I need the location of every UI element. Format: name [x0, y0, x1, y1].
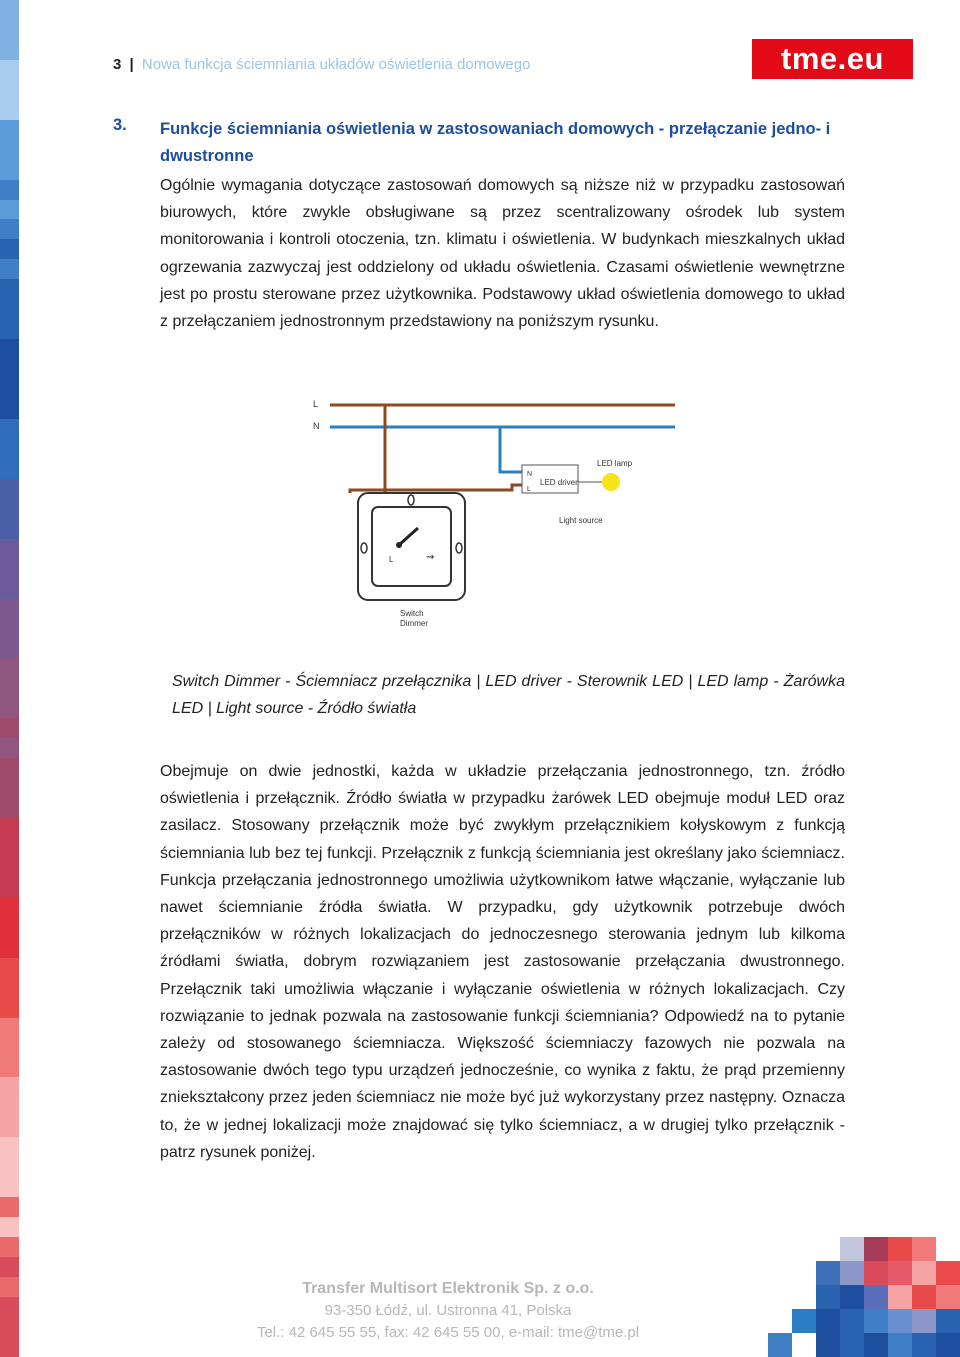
stripe-block — [0, 339, 19, 359]
light-source-label: Light source — [559, 516, 603, 525]
stripe-block — [0, 738, 19, 758]
left-color-stripe — [0, 0, 19, 1357]
stripe-block — [0, 1237, 19, 1257]
dimmer-symbol-icon: ⇝ — [426, 552, 435, 563]
paragraph-intro: Ogólnie wymagania dotyczące zastosowań domowych są niższe niż w przypadku zastosowań biurowych, które zwykle obsługiwane są przez scentralizowany ośrodek lub system monitorowania i kontroli otoczenia, tzn. klimatu i oświetlenia. W budynkach mieszkalnych układ ogrzewania zazwyczaj jest oddzielony od układu oświetlenia. Czasami oświetlenie wewnętrzne jest po prostu sterowane przez użytkownika. Podstawowy układ oświetlenia domowego to układ z przełączaniem jednostronnym przedstawiony na poniższym rysunku. — [160, 177, 845, 331]
section-title: Funkcje ściemniania oświetlenia w zastosowaniach domowych - przełączanie jedno- i dwustronne — [160, 120, 831, 165]
stripe-block — [0, 219, 19, 239]
stripe-block — [0, 399, 19, 419]
mosaic-tile — [912, 1333, 936, 1357]
mosaic-tile — [888, 1261, 912, 1285]
stripe-block — [0, 0, 19, 20]
mosaic-tile — [864, 1285, 888, 1309]
mosaic-tile — [888, 1309, 912, 1333]
mosaic-tile — [864, 1333, 888, 1357]
stripe-block — [0, 798, 19, 818]
stripe-block — [0, 958, 19, 978]
mosaic-tile — [864, 1261, 888, 1285]
stripe-block — [0, 20, 19, 40]
stripe-block — [0, 918, 19, 938]
stripe-block — [0, 1157, 19, 1177]
switch-caption-2: Dimmer — [400, 619, 428, 628]
stripe-block — [0, 639, 19, 659]
stripe-block — [0, 938, 19, 958]
wiring-diagram — [300, 390, 680, 635]
stripe-block — [0, 1038, 19, 1058]
stripe-block — [0, 279, 19, 299]
mosaic-tile — [912, 1237, 936, 1261]
stripe-block — [0, 898, 19, 918]
header-separator: | — [129, 56, 134, 73]
stripe-block — [0, 239, 19, 259]
switch-caption-1: Switch — [400, 609, 424, 618]
stripe-block — [0, 80, 19, 100]
corner-mosaic-decoration — [760, 1227, 960, 1357]
stripe-block — [0, 419, 19, 439]
stripe-block — [0, 658, 19, 678]
stripe-block — [0, 599, 19, 619]
stripe-block — [0, 778, 19, 798]
mosaic-tile — [840, 1237, 864, 1261]
mosaic-tile — [912, 1309, 936, 1333]
stripe-block — [0, 160, 19, 180]
stripe-block — [0, 479, 19, 499]
stripe-block — [0, 1058, 19, 1078]
mosaic-tile — [936, 1309, 960, 1333]
stripe-block — [0, 1137, 19, 1157]
stripe-block — [0, 140, 19, 160]
switch-pivot — [396, 542, 402, 548]
stripe-block — [0, 1117, 19, 1137]
stripe-block — [0, 818, 19, 838]
stripe-block — [0, 459, 19, 479]
stripe-block — [0, 619, 19, 639]
stripe-block — [0, 1077, 19, 1097]
mosaic-tile — [840, 1261, 864, 1285]
footer-contact: Tel.: 42 645 55 55, fax: 42 645 55 00, e-mail: tme@tme.pl — [256, 1324, 640, 1341]
mosaic-tile — [792, 1309, 816, 1333]
mosaic-tile — [888, 1285, 912, 1309]
stripe-block — [0, 838, 19, 858]
stripe-block — [0, 499, 19, 519]
figure-caption: Switch Dimmer - Ściemniacz przełącznika | LED driver - Sterownik LED | LED lamp - Żarówka LED | Light source - Źródło światła — [172, 673, 845, 717]
stripe-block — [0, 120, 19, 140]
stripe-block — [0, 1097, 19, 1117]
footer-address: 93-350 Łódź, ul. Ustronna 41, Polska — [324, 1302, 572, 1319]
stripe-block — [0, 998, 19, 1018]
mosaic-tile — [816, 1333, 840, 1357]
stripe-block — [0, 1257, 19, 1277]
mosaic-tile — [816, 1309, 840, 1333]
stripe-block — [0, 878, 19, 898]
stripe-block — [0, 319, 19, 339]
stripe-block — [0, 1217, 19, 1237]
page-number: 3 — [113, 56, 122, 73]
stripe-block — [0, 100, 19, 120]
led-lamp-icon — [602, 473, 620, 491]
footer-company: Transfer Multisort Elektronik Sp. z o.o. — [302, 1280, 594, 1297]
led-lamp-label: LED lamp — [597, 459, 633, 468]
mosaic-tile — [840, 1333, 864, 1357]
mosaic-tile — [816, 1261, 840, 1285]
neutral-wire-drop — [500, 427, 522, 472]
stripe-block — [0, 858, 19, 878]
page-header — [113, 56, 530, 73]
stripe-block — [0, 978, 19, 998]
mosaic-tile — [936, 1285, 960, 1309]
stripe-block — [0, 359, 19, 379]
mosaic-tile — [888, 1237, 912, 1261]
mosaic-tile — [936, 1333, 960, 1357]
mosaic-tile — [888, 1333, 912, 1357]
stripe-block — [0, 180, 19, 200]
stripe-block — [0, 379, 19, 399]
tme-logo: tme.eu — [752, 39, 913, 79]
mosaic-tile — [840, 1285, 864, 1309]
mosaic-tile — [768, 1333, 792, 1357]
driver-label-l: L — [527, 486, 531, 493]
section-number: 3. — [113, 116, 127, 134]
stripe-block — [0, 40, 19, 60]
stripe-block — [0, 539, 19, 559]
switched-live-wire — [350, 485, 522, 493]
mosaic-tile — [816, 1285, 840, 1309]
mosaic-tile — [840, 1309, 864, 1333]
paragraph-main: Obejmuje on dwie jednostki, każda w układzie przełączania jednostronnego, tzn. źródło oświetlenia i przełącznik. Źródło światła w przypadku żarówek LED obejmuje moduł LED oraz zasilacz. Stosowany przełącznik może być zwykłym przełącznikiem kołyskowym z funkcją ściemniania lub bez tej funkcji. Przełącznik z funkcją ściemniania jest określany jako ściemniacz. Funkcja przełączania jednostronnego umożliwia użytkownikom łatwe włączanie, wyłączanie lub nawet ściemnianie źródła światła. W przypadku, gdy użytkownik potrzebuje dwóch przełączników w różnych lokalizacjach do jednoczesnego sterowania jednym lub kilkoma źródłami światła, dobrym rozwiązaniem jest zastosowanie przełączania dwustronnego. Przełącznik taki umożliwia włączanie i wyłączanie oświetlenia w różnych lokalizacjach. Czy rozwiązanie to jednak pozwala na zastosowanie funkcji ściemniania? Odpowiedź na to pytanie zależy od stosowanego ściemniacza. Większość ściemniaczy fazowych nie pozwala na zastosowanie dwóch tego typu urządzeń jednocześnie, co wynika z faktu, że prąd przemienny zniekształcony przez jeden ściemniacz nie może być już wykorzystany przez następny. Oznacza to, że w jednej lokalizacji może znajdować się tylko ściemniacz, a w drugiej tylko przełącznik - patrz rysunek poniżej. — [160, 763, 845, 1161]
stripe-block — [0, 678, 19, 698]
stripe-block — [0, 439, 19, 459]
stripe-block — [0, 698, 19, 718]
stripe-block — [0, 200, 19, 220]
stripe-block — [0, 60, 19, 80]
stripe-block — [0, 559, 19, 579]
stripe-block — [0, 299, 19, 319]
led-driver-label: LED driver — [540, 478, 578, 487]
stripe-block — [0, 1197, 19, 1217]
stripe-block — [0, 718, 19, 738]
mosaic-tile — [864, 1237, 888, 1261]
mosaic-tile — [936, 1261, 960, 1285]
mosaic-tile — [912, 1261, 936, 1285]
stripe-block — [0, 259, 19, 279]
stripe-block — [0, 519, 19, 539]
driver-label-n: N — [527, 471, 533, 478]
stripe-block — [0, 758, 19, 778]
stripe-block — [0, 1018, 19, 1038]
switch-label-l: L — [389, 555, 394, 564]
diagram-label-l: L — [313, 399, 319, 409]
header-title: Nowa funkcja ściemniania układów oświetlenia domowego — [141, 56, 531, 73]
stripe-block — [0, 1177, 19, 1197]
switch-inner-frame — [372, 507, 451, 586]
stripe-block — [0, 579, 19, 599]
mosaic-tile — [864, 1309, 888, 1333]
diagram-label-n: N — [313, 421, 320, 431]
mosaic-tile — [912, 1285, 936, 1309]
